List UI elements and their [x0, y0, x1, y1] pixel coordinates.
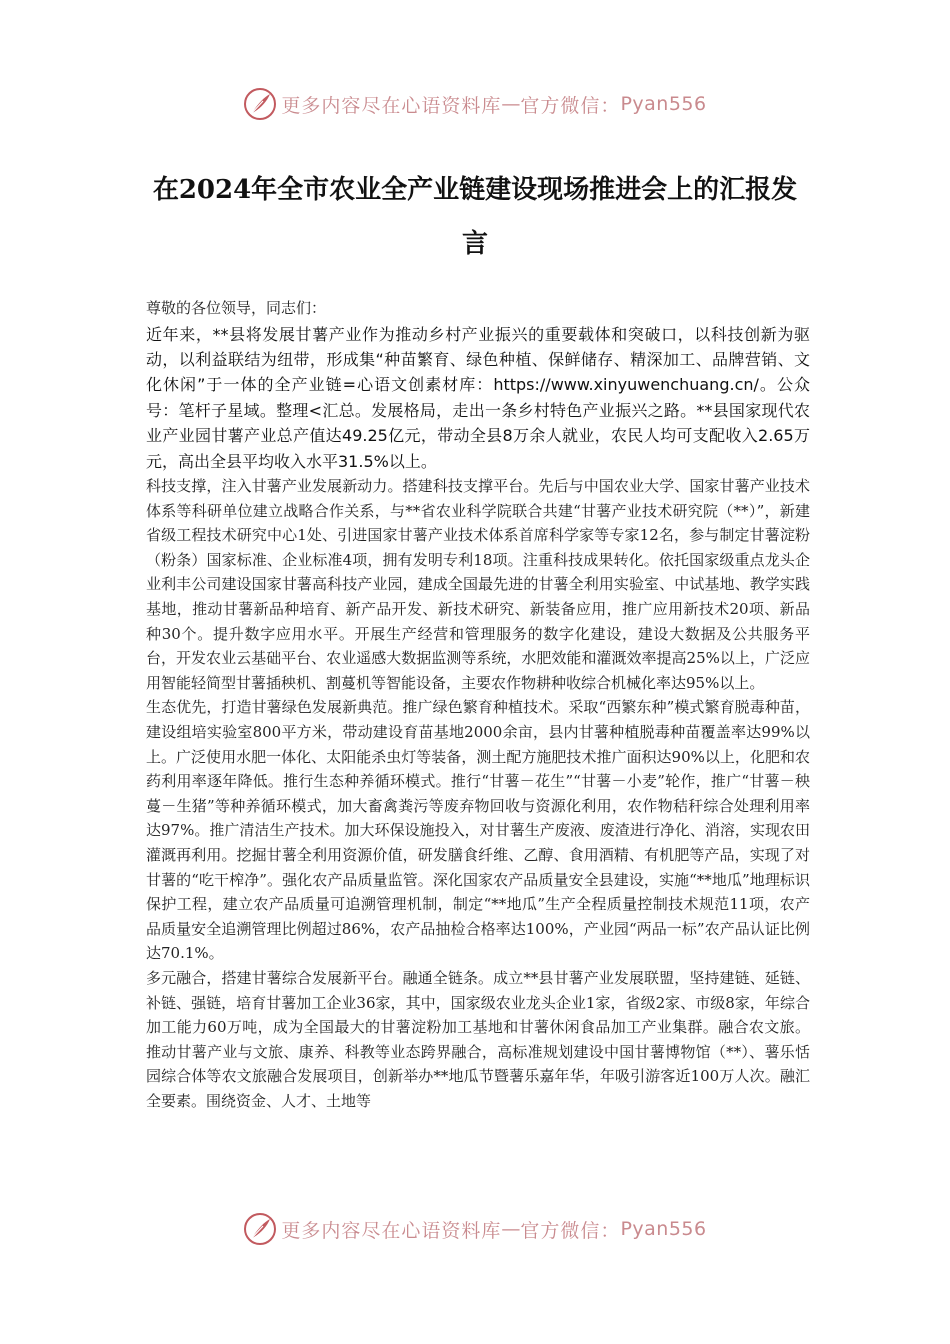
banner-wechat-id: Pyan556 — [620, 93, 707, 115]
paragraph-ecology: 生态优先，打造甘薯绿色发展新典范。推广绿色繁育种植技术。采取“西繁东种”模式繁育脱毒种苗，建设组培实验室800平方米，带动建设育苗基地2000余亩，县内甘薯种植脱毒种苗覆盖率达99%以上。广泛使用水肥一体化、太阳能杀虫灯等装备，测土配方施肥技术推广面积达90%以上，化肥和农药利用率逐年降低。推行生态种养循环模式。推行“甘薯－花生”“甘薯－小麦”轮作，推广“甘薯－秧蔓－生猪”等种养循环模式，加大畜禽粪污等废弃物回收与资源化利用，农作物秸秆综合处理利用率达97%。推广清洁生产技术。加大环保设施投入，对甘薯生产废液、废渣进行净化、消溶，实现农田灌溉再利用。挖掘甘薯全利用资源价值，研发膳食纤维、乙醇、食用酒精、有机肥等产品，实现了对甘薯的“吃干榨净”。强化农产品质量监管。深化国家农产品质量安全县建设，实施“**地瓜”地理标识保护工程，建立农产品质量可追溯管理机制，制定“**地瓜”生产全程质量控制技术规范11项，农产品质量安全追溯管理比例超过86%，农产品抽检合格率达100%，产业园“两品一标”农产品认证比例达70.1%。 — [146, 698, 810, 963]
salutation: 尊敬的各位领导，同志们： — [146, 299, 327, 317]
banner-wechat-id: Pyan556 — [620, 1218, 707, 1240]
feather-logo-icon — [243, 1212, 277, 1246]
document-body — [146, 296, 810, 1113]
paragraph-integration: 多元融合，搭建甘薯综合发展新平台。融通全链条。成立**县甘薯产业发展联盟，坚持建链、延链、补链、强链，培育甘薯加工企业36家，其中，国家级农业龙头企业1家，省级2家、市级8家，年综合加工能力60万吨，成为全国最大的甘薯淀粉加工基地和甘薯休闲食品加工产业集群。融合农文旅。推动甘薯产业与文旅、康养、科教等业态跨界融合，高标准规划建设中国甘薯博物馆（**）、薯乐恬园综合体等农文旅融合发展项目，创新举办**地瓜节暨薯乐嘉年华，年吸引游客近100万人次。融汇全要素。围绕资金、人才、土地等 — [146, 968, 810, 1110]
intro-paragraph: 近年来，**县将发展甘薯产业作为推动乡村产业振兴的重要载体和突破口，以科技创新为驱动，以利益联结为纽带，形成集“种苗繁育、绿色种植、保鲜储存、精深加工、品牌营销、文化休闲”于一体的全产业链=心语文创素材库：https://www.xinyuwenchuang.cn/。公众号：笔杆子星域。整理<汇总。发展格局，走出一条乡村特色产业振兴之路。**县国家现代农业产业园甘薯产业总产值达49.25亿元，带动全县8万余人就业，农民人均可支配收入2.65万元，高出全县平均收入水平31.5%以上。 — [146, 324, 810, 471]
banner-wechat-label: 官方微信： — [520, 1219, 621, 1242]
banner-separator: — — [501, 93, 521, 115]
watermark-banner-top — [0, 84, 950, 124]
watermark-banner-bottom — [0, 1209, 950, 1249]
paragraph-tech-support: 科技支撑，注入甘薯产业发展新动力。搭建科技支撑平台。先后与中国农业大学、国家甘薯产业技术体系等科研单位建立战略合作关系，与**省农业科学院联合共建“甘薯产业技术研究院（**）”，新建省级工程技术研究中心1处、引进国家甘薯产业技术体系首席科学家等专家12名，参与制定甘薯淀粉（粉条）国家标准、企业标准4项，拥有发明专利18项。注重科技成果转化。依托国家级重点龙头企业利丰公司建设国家甘薯高科技产业园，建成全国最先进的甘薯全利用实验室、中试基地、教学实践基地，推动甘薯新品种培育、新产品开发、新技术研究、新装备应用，推广应用新技术20项、新品种30个。提升数字应用水平。开展生产经营和管理服务的数字化建设，建设大数据及公共服务平台，开发农业云基础平台、农业遥感大数据监测等系统，水肥效能和灌溉效率提高25%以上，广泛应用智能轻简型甘薯插秧机、割蔓机等智能设备，主要农作物耕种收综合机械化率达95%以上。 — [146, 477, 810, 692]
feather-logo-icon — [243, 87, 277, 121]
document-title: 在2024年全市农业全产业链建设现场推进会上的汇报发言 — [152, 175, 798, 260]
banner-text: 更多内容尽在心语资料库 — [281, 94, 502, 117]
banner-wechat-label: 官方微信： — [520, 94, 621, 117]
banner-separator: — — [501, 1218, 521, 1240]
banner-text: 更多内容尽在心语资料库 — [281, 1219, 502, 1242]
